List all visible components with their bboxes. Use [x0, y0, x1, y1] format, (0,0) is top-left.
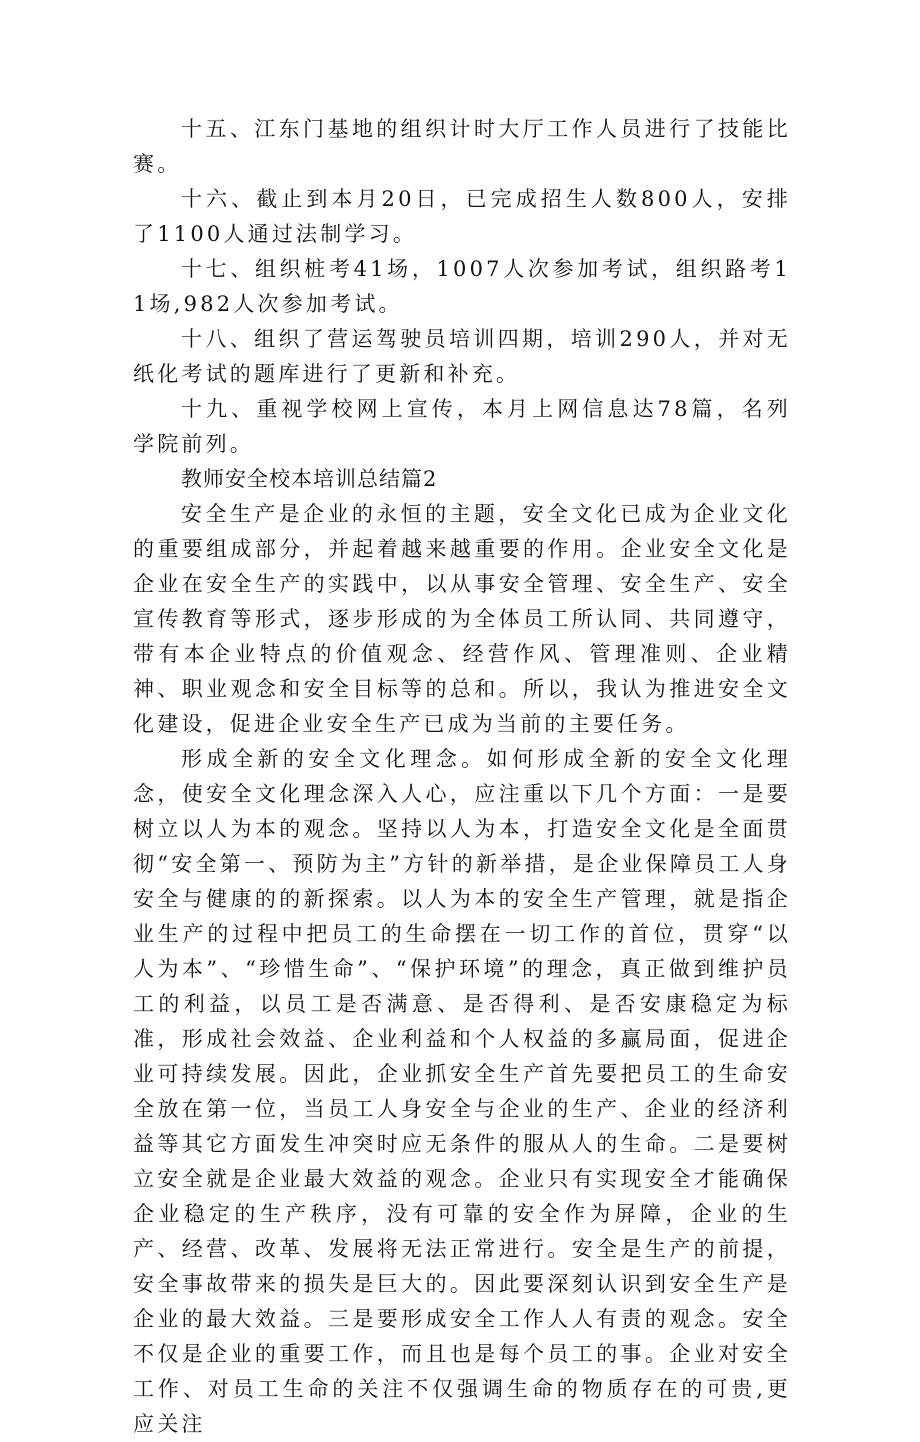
paragraph-item-15: 十五、江东门基地的组织计时大厅工作人员进行了技能比赛。	[133, 117, 791, 176]
paragraph-intro: 安全生产是企业的永恒的主题，安全文化已成为企业文化的重要组成部分，并起着越来越重要的作用。企业安全文化是企业在安全生产的实践中，以从事安全管理、安全生产、安全宣传教育等形式，逐步形成的为全体员工所认同、共同遵守，带有本企业特点的价值观念、经营作风、管理准则、企业精神、职业观念和安全目标等的总和。所以，我认为推进安全文化建设，促进企业安全生产已成为当前的主要任务。	[133, 502, 791, 736]
paragraph-item-17: 十七、组织桩考41场，1007人次参加考试，组织路考11场,982人次参加考试。	[133, 257, 791, 316]
paragraph-item-18: 十八、组织了营运驾驶员培训四期，培训290人，并对无纸化考试的题库进行了更新和补充。	[133, 327, 791, 386]
document-body	[133, 112, 791, 1442]
section-heading: 教师安全校本培训总结篇2	[181, 467, 438, 491]
paragraph-item-16: 十六、截止到本月20日，已完成招生人数800人，安排了1100人通过法制学习。	[133, 187, 791, 246]
paragraph-item-19: 十九、重视学校网上宣传，本月上网信息达78篇，名列学院前列。	[133, 397, 791, 456]
paragraph-culture-concept: 形成全新的安全文化理念。如何形成全新的安全文化理念，使安全文化理念深入人心，应注重以下几个方面：一是要树立以人为本的观念。坚持以人为本，打造安全文化是全面贯彻“安全第一、预防为主”方针的新举措，是企业保障员工人身安全与健康的的新探索。以人为本的安全生产管理，就是指企业生产的过程中把员工的生命摆在一切工作的首位，贯穿“以人为本”、“珍惜生命”、“保护环境”的理念，真正做到维护员工的利益，以员工是否满意、是否得利、是否安康稳定为标准，形成社会效益、企业利益和个人权益的多赢局面，促进企业可持续发展。因此，企业抓安全生产首先要把员工的生命安全放在第一位，当员工人身安全与企业的生产、企业的经济利益等其它方面发生冲突时应无条件的服从人的生命。二是要树立安全就是企业最大效益的观念。企业只有实现安全才能确保企业稳定的生产秩序，没有可靠的安全作为屏障，企业的生产、经营、改革、发展将无法正常进行。安全是生产的前提，安全事故带来的损失是巨大的。因此要深刻认识到安全生产是企业的最大效益。三是要形成安全工作人人有责的观念。安全不仅是企业的重要工作，而且也是每个员工的事。企业对安全工作、对员工生命的关注不仅强调生命的物质存在的可贵,更应关注	[133, 747, 791, 1436]
